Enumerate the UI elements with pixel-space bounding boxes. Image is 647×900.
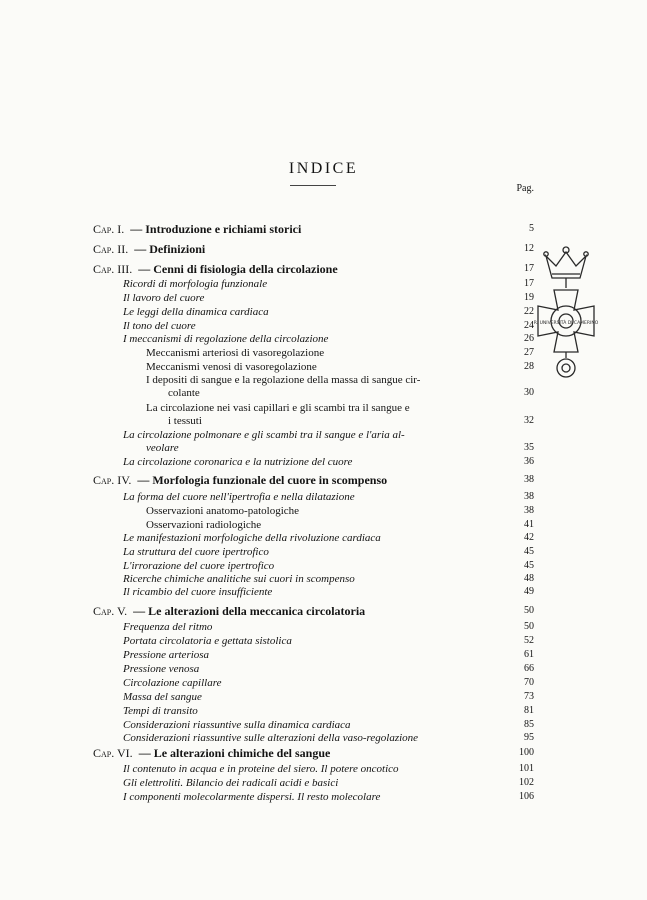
toc-chapter-label [93,222,494,236]
toc-entry-label: Il contenuto in acqua e in proteine del siero. Il potere oncotico [123,763,399,775]
page-number: 12 [524,243,534,254]
toc-entry-label: Massa del sangue [123,691,202,703]
toc-entry-label: Meccanismi arteriosi di vasoregolazione [146,347,325,359]
page-number: 27 [524,347,534,358]
page-number: 5 [529,223,534,234]
page-number: 38 [524,491,534,502]
toc-entry-label: Considerazioni riassuntive sulle alterazioni della vaso-regolazione [123,732,419,744]
toc-entry-row [0,718,647,732]
chapter-number: Cap. V. [93,604,128,618]
toc-entry-row [0,559,647,573]
toc-entry-row [0,545,647,559]
page-number: 28 [524,361,534,372]
page-number: 48 [524,573,534,584]
page-number: 49 [524,586,534,597]
toc-entry-label: La circolazione polmonare e gli scambi tra il sangue e l'aria al- [123,429,405,441]
chapter-number: Cap. III. [93,262,133,276]
library-stamp [524,240,608,388]
page-number: 45 [524,560,534,571]
toc-entry-row [0,386,647,400]
toc-entry-row [0,531,647,545]
toc-entry-row [0,428,647,442]
toc-chapter-label [93,262,494,276]
chapter-title: — Le alterazioni della meccanica circolatoria [133,604,366,618]
page-number: 35 [524,442,534,453]
chapter-title: — Definizioni [134,242,206,256]
toc-entry-label: I meccanismi di regolazione della circolazione [123,333,329,345]
toc-entry-label: Ricerche chimiche analitiche sui cuori in scompenso [123,573,355,585]
page-number: 19 [524,292,534,303]
page-number: 26 [524,333,534,344]
toc-entry-row [0,704,647,718]
toc-entry-label: veolare [146,442,179,454]
toc-entry-label: Gli elettroliti. Bilancio dei radicali acidi e basici [123,777,339,789]
page-number: 85 [524,719,534,730]
toc-entry-label: I depositi di sangue e la regolazione della massa di sangue cir- [146,374,421,386]
toc-entry-row [0,762,647,776]
toc-entry-label: Il lavoro del cuore [123,292,205,304]
page-number: 50 [524,621,534,632]
chapter-number: Cap. VI. [93,746,133,760]
toc-entry-label: La circolazione coronarica e la nutrizione del cuore [123,456,353,468]
page-number: 17 [524,278,534,289]
chapter-title: — Introduzione e richiami storici [130,222,302,236]
toc-chapter-label [93,604,494,618]
toc-entry-label: colante [168,387,200,399]
toc-entry-label: I componenti molecolarmente dispersi. Il resto molecolare [123,791,381,803]
toc-entry-row [0,441,647,455]
toc-entry-row [0,414,647,428]
chapter-title: — Cenni di fisiologia della circolazione [138,262,338,276]
page-number: 30 [524,387,534,398]
toc-chapter-label [93,746,494,760]
toc-entry-row [0,634,647,648]
toc-entry-row [0,620,647,634]
toc-entry-label: Portata circolatoria e gettata sistolica [123,635,292,647]
toc-entry-row [0,455,647,469]
page-number: 41 [524,519,534,530]
stamp-text: R. UNIVERSITÀ DI CAMERINO [533,321,599,326]
toc-entry-row [0,585,647,599]
toc-entry-row [0,648,647,662]
toc-entry-label: Ricordi di morfologia funzionale [123,278,268,290]
toc-entry-label: Circolazione capillare [123,677,222,689]
page-number: 70 [524,677,534,688]
page-number: 95 [524,732,534,743]
toc-entry-label: La struttura del cuore ipertrofico [123,546,269,558]
page-number: 52 [524,635,534,646]
page-number: 66 [524,663,534,674]
page-number: 24 [524,320,534,331]
page-number: 36 [524,456,534,467]
toc-entry-row [0,731,647,745]
page-title: INDICE [288,160,359,177]
page-column-label: Pag. [516,183,534,194]
toc-entry-label: Meccanismi venosi di vasoregolazione [146,361,317,373]
chapter-title: — Le alterazioni chimiche del sangue [138,746,331,760]
page-number: 73 [524,691,534,702]
toc-entry-label: Le manifestazioni morfologiche della rivoluzione cardiaca [123,532,381,544]
page-number: 45 [524,546,534,557]
toc-entry-row [0,790,647,804]
chapter-title: — Morfologia funzionale del cuore in scompenso [137,473,388,487]
page-number: 81 [524,705,534,716]
toc-entry-label: Il tono del cuore [123,320,196,332]
toc-entry-row [0,776,647,790]
page-number: 17 [524,263,534,274]
toc-entry-label: La forma del cuore nell'ipertrofia e nella dilatazione [123,491,355,503]
toc-chapter-row [0,473,647,487]
page-number: 38 [524,505,534,516]
toc-entry-row [0,518,647,532]
toc-entry-row [0,662,647,676]
toc-entry-label: i tessuti [168,415,202,427]
page-number: 22 [524,306,534,317]
page-number: 42 [524,532,534,543]
toc-entry-label: Osservazioni anatomo-patologiche [146,505,300,517]
toc-entry-label: Pressione venosa [123,663,200,675]
toc-chapter-row [0,222,647,236]
toc-entry-row [0,676,647,690]
page-number: 101 [519,763,534,774]
toc-entry-label: Frequenza del ritmo [123,621,213,633]
toc-entry-label: Le leggi della dinamica cardiaca [123,306,269,318]
toc-entry-label: Considerazioni riassuntive sulla dinamica cardiaca [123,719,351,731]
toc-entry-label: Pressione arteriosa [123,649,210,661]
page-number: 61 [524,649,534,660]
page-number: 50 [524,605,534,616]
page-number: 32 [524,415,534,426]
toc-entry-row [0,690,647,704]
chapter-number: Cap. I. [93,222,125,236]
page-number: 38 [524,474,534,485]
page-number: 100 [519,747,534,758]
toc-entry-label: Osservazioni radiologiche [146,519,262,531]
toc-entry-row [0,504,647,518]
toc-entry-row [0,490,647,504]
toc-chapter-label [93,242,494,256]
toc-chapter-label [93,473,494,487]
toc-entry-label: Tempi di transito [123,705,198,717]
toc-chapter-row [0,746,647,760]
chapter-number: Cap. IV. [93,473,132,487]
toc-chapter-row [0,604,647,618]
toc-entry-row [0,572,647,586]
chapter-number: Cap. II. [93,242,129,256]
toc-entry-row [0,401,647,415]
page-number: 102 [519,777,534,788]
toc-entry-label: L'irrorazione del cuore ipertrofico [123,560,275,572]
toc-entry-label: La circolazione nei vasi capillari e gli scambi tra il sangue e [146,402,410,414]
title-rule [290,185,336,186]
page-number: 106 [519,791,534,802]
toc-entry-label: Il ricambio del cuore insufficiente [123,586,273,598]
